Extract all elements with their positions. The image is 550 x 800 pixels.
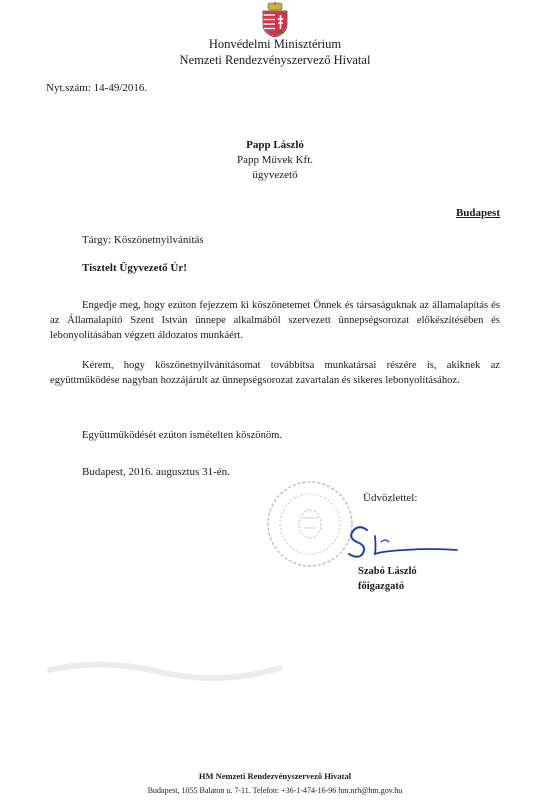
organization-line-2: Nemzeti Rendezvényszervező Hivatal [179, 53, 371, 67]
date-line: Budapest, 2016. augusztus 31-én. [82, 466, 230, 478]
signer-title: főigazgató [358, 581, 405, 592]
closing-greeting: Üdvözlettel: [363, 492, 418, 504]
subject-line: Tárgy: Köszönetnyilvánítás [82, 234, 204, 246]
body-paragraph-3: Együttműködését ezúton ismételten köszönöm. [82, 430, 283, 441]
body-paragraph-1: Engedje meg, hogy ezúton fejezzem ki köszönetemet Önnek és társaságuknak az államalapítás és az Államalapító Szent István ünnepe alkalmából szervezett ünnepségsorozat előkészítésében és lebonyolításában végzett áldozatos munkáért. [50, 300, 500, 341]
body-paragraph-2: Kérem, hogy köszönetnyilvánításomat továbbítsa munkatársai részére is, akiknek az együttműködése nagyban hozzájárult az ünnepségsorozat zavartalan és sikeres lebonyolításához. [50, 360, 500, 386]
official-stamp-icon [264, 478, 356, 570]
handwritten-signature-icon [345, 520, 465, 562]
coat-of-arms-icon [259, 2, 291, 38]
organization-line-1: Honvédelmi Minisztérium [208, 37, 342, 51]
reference-number: Nyt.szám: 14-49/2016. [46, 82, 148, 94]
addressee-role: ügyvezető [252, 169, 298, 181]
footer-contact: Budapest, 1055 Balaton u. 7-11. Telefon: +36-1-474-16-96 hm.nrh@hm.gov.hu [147, 786, 403, 795]
addressee-company: Papp Művek Kft. [236, 154, 314, 166]
addressee-city: Budapest [455, 207, 500, 219]
salutation: Tisztelt Ügyvezető Úr! [82, 262, 187, 274]
footer-organization: HM Nemzeti Rendezvényszervező Hivatal [198, 771, 352, 781]
faint-background-mark [40, 650, 290, 690]
addressee-name: Papp László [246, 139, 304, 151]
signer-name: Szabó László [358, 566, 417, 577]
